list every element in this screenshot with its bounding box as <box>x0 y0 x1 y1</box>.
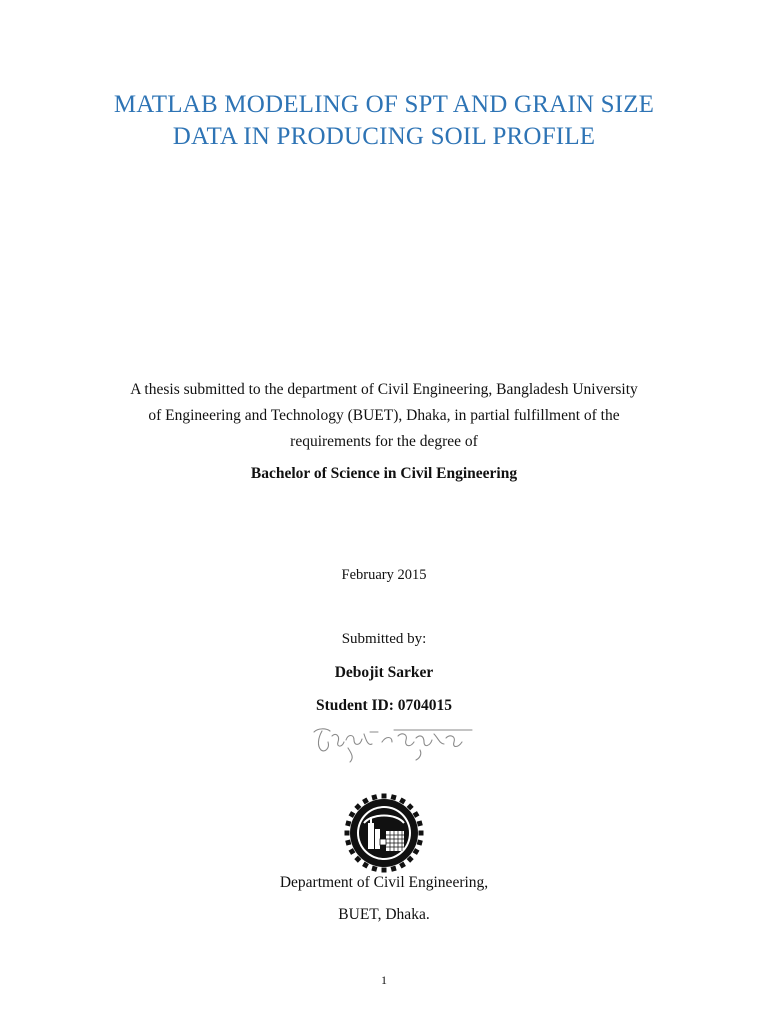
thesis-statement-line-1: A thesis submitted to the department of Civil Engineering, Bangladesh University <box>130 381 638 398</box>
thesis-title-line-1: MATLAB MODELING OF SPT AND GRAIN SIZE <box>113 91 655 118</box>
page-number: 1 <box>381 973 387 987</box>
buet-logo-icon <box>344 793 424 873</box>
department-name: Department of Civil Engineering, <box>279 874 489 891</box>
degree-name: Bachelor of Science in Civil Engineering <box>250 465 518 482</box>
thesis-title-line-2: DATA IN PRODUCING SOIL PROFILE <box>172 123 596 150</box>
thesis-statement-line-3: requirements for the degree of <box>290 433 478 450</box>
signature-icon <box>308 722 478 766</box>
submission-date: February 2015 <box>341 567 427 583</box>
submitted-by-label: Submitted by: <box>341 631 427 647</box>
thesis-statement-line-2: of Engineering and Technology (BUET), Dhaka, in partial fulfillment of the <box>148 407 620 424</box>
institution-name: BUET, Dhaka. <box>338 906 430 923</box>
student-id: Student ID: 0704015 <box>315 697 453 714</box>
author-name: Debojit Sarker <box>334 664 434 681</box>
